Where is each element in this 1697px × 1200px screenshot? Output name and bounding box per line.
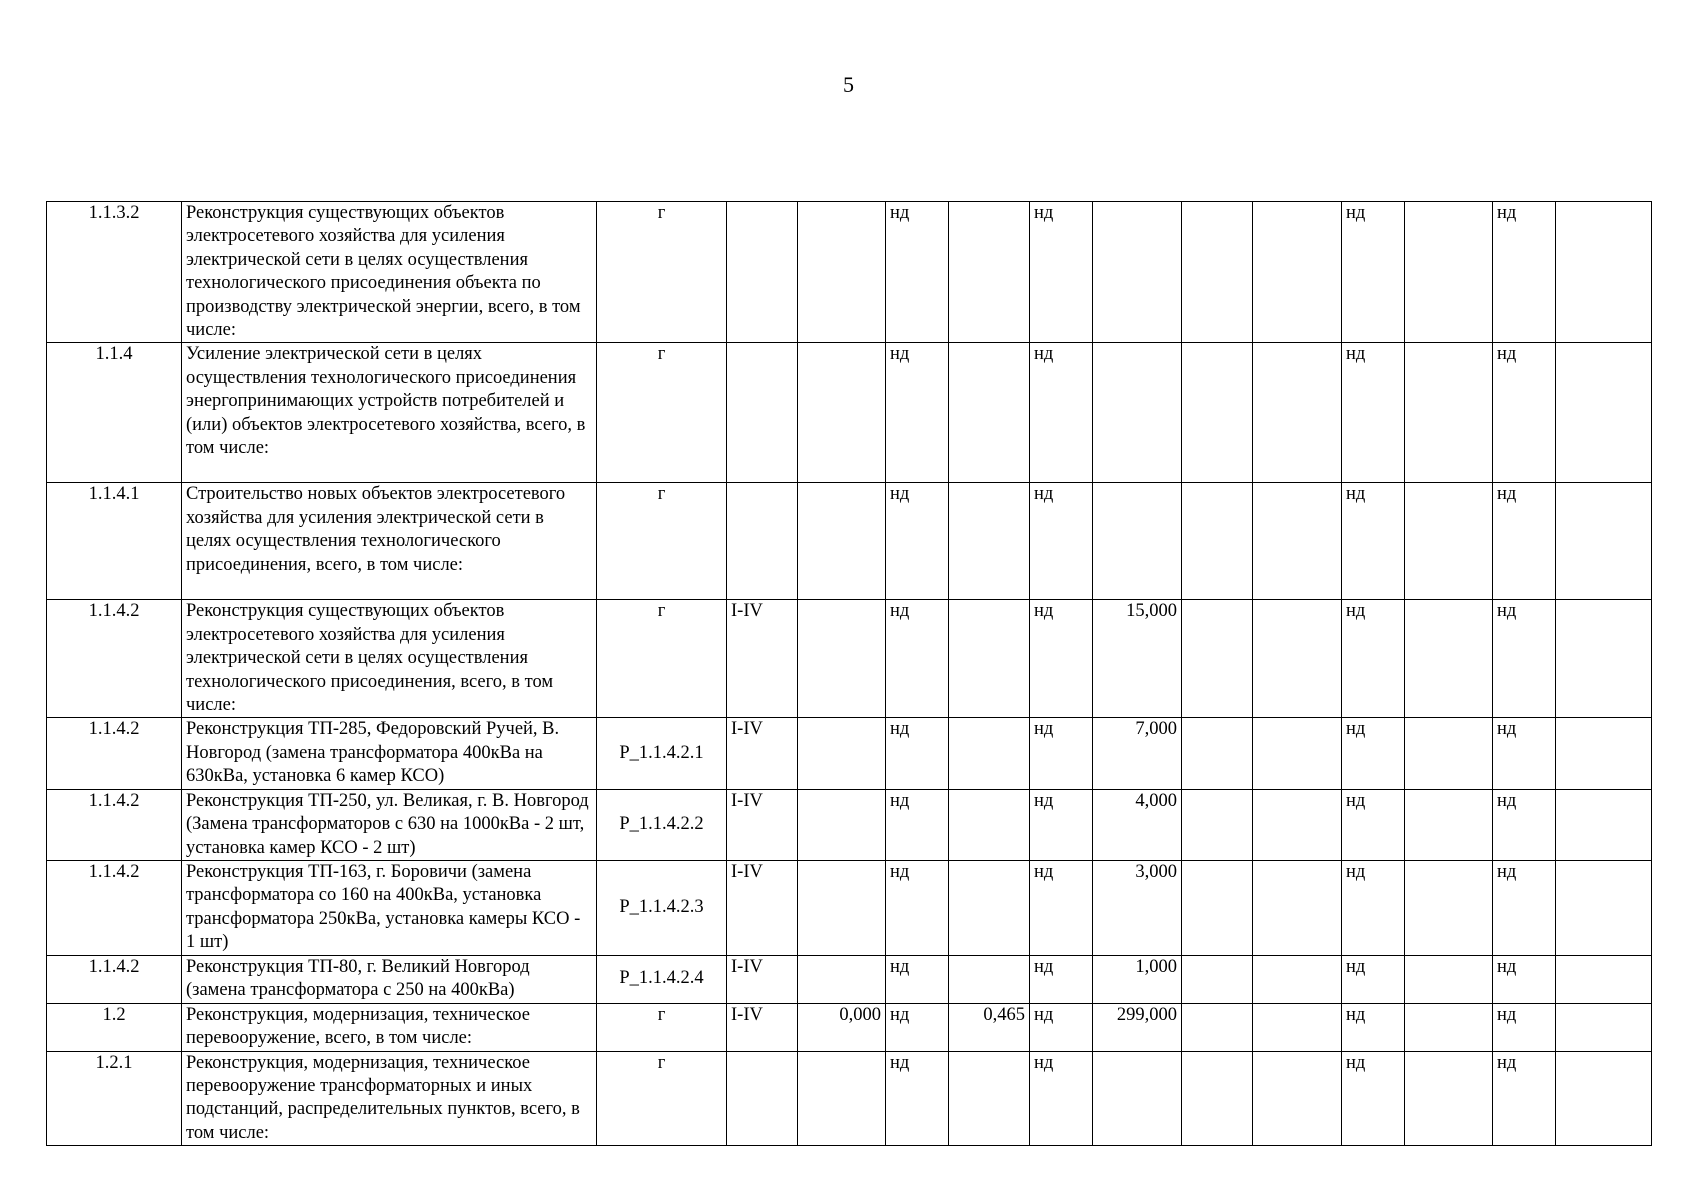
nd-cell-3: нд: [1342, 955, 1405, 1003]
empty-cell-1: [1182, 718, 1253, 789]
value-cell-3: [1093, 483, 1182, 600]
nd-cell-1: нд: [886, 1003, 949, 1051]
empty-cell-1: [1182, 789, 1253, 860]
value-cell-2: [949, 1051, 1030, 1146]
nd-cell-2: нд: [1030, 600, 1093, 718]
empty-cell-4: [1556, 343, 1652, 483]
nd-cell-2: нд: [1030, 202, 1093, 343]
project-id: г: [597, 1003, 727, 1051]
project-id: г: [597, 483, 727, 600]
project-id: P_1.1.4.2.3: [597, 860, 727, 955]
nd-cell-3: нд: [1342, 1003, 1405, 1051]
empty-cell-2: [1253, 343, 1342, 483]
period-cell: [727, 1051, 798, 1146]
empty-cell-1: [1182, 860, 1253, 955]
table-row: [47, 343, 1652, 483]
nd-cell-1: нд: [886, 202, 949, 343]
period-cell: I-IV: [727, 718, 798, 789]
value-cell-3: 1,000: [1093, 955, 1182, 1003]
project-name: Реконструкция существующих объектов электросетевого хозяйства для усиления электрической сети в целях осуществления технологического присоединения, всего, в том числе:: [182, 600, 597, 718]
empty-cell-4: [1556, 600, 1652, 718]
row-number: 1.1.4.2: [47, 600, 182, 718]
investment-program-table: [46, 201, 1652, 1146]
project-id: г: [597, 343, 727, 483]
project-name: Реконструкция ТП-250, ул. Великая, г. В. Новгород (Замена трансформаторов с 630 на 1000кВа - 2 шт, установка камер КСО - 2 шт): [182, 789, 597, 860]
row-number: 1.2.1: [47, 1051, 182, 1146]
row-number: 1.1.4.2: [47, 718, 182, 789]
nd-cell-2: нд: [1030, 343, 1093, 483]
period-cell: I-IV: [727, 1003, 798, 1051]
period-cell: [727, 483, 798, 600]
empty-cell-4: [1556, 1003, 1652, 1051]
empty-cell-1: [1182, 1051, 1253, 1146]
value-cell-3: 299,000: [1093, 1003, 1182, 1051]
nd-cell-1: нд: [886, 343, 949, 483]
nd-cell-4: нд: [1493, 789, 1556, 860]
nd-cell-3: нд: [1342, 789, 1405, 860]
table-row: [47, 718, 1652, 789]
value-cell-3: 7,000: [1093, 718, 1182, 789]
value-cell-1: 0,000: [798, 1003, 886, 1051]
table-row: [47, 955, 1652, 1003]
value-cell-2: [949, 202, 1030, 343]
nd-cell-4: нд: [1493, 955, 1556, 1003]
project-name: Строительство новых объектов электросетевого хозяйства для усиления электрической сети в целях осуществления технологического присоединения, всего, в том числе:: [182, 483, 597, 600]
nd-cell-3: нд: [1342, 860, 1405, 955]
empty-cell-3: [1405, 600, 1493, 718]
value-cell-1: [798, 343, 886, 483]
empty-cell-1: [1182, 600, 1253, 718]
row-number: 1.1.4.2: [47, 955, 182, 1003]
nd-cell-4: нд: [1493, 860, 1556, 955]
value-cell-3: [1093, 202, 1182, 343]
period-cell: [727, 343, 798, 483]
value-cell-2: [949, 483, 1030, 600]
nd-cell-3: нд: [1342, 202, 1405, 343]
nd-cell-3: нд: [1342, 600, 1405, 718]
empty-cell-1: [1182, 955, 1253, 1003]
empty-cell-2: [1253, 955, 1342, 1003]
nd-cell-2: нд: [1030, 1051, 1093, 1146]
empty-cell-2: [1253, 483, 1342, 600]
value-cell-1: [798, 202, 886, 343]
empty-cell-1: [1182, 483, 1253, 600]
project-name: Реконструкция ТП-80, г. Великий Новгород (замена трансформатора с 250 на 400кВа): [182, 955, 597, 1003]
row-number: 1.1.4.2: [47, 789, 182, 860]
value-cell-1: [798, 718, 886, 789]
empty-cell-4: [1556, 202, 1652, 343]
nd-cell-4: нд: [1493, 600, 1556, 718]
empty-cell-4: [1556, 483, 1652, 600]
empty-cell-3: [1405, 1003, 1493, 1051]
nd-cell-1: нд: [886, 1051, 949, 1146]
value-cell-3: [1093, 343, 1182, 483]
project-id: г: [597, 600, 727, 718]
value-cell-1: [798, 789, 886, 860]
nd-cell-1: нд: [886, 860, 949, 955]
project-name: Реконструкция, модернизация, техническое перевооружение, всего, в том числе:: [182, 1003, 597, 1051]
period-cell: [727, 202, 798, 343]
value-cell-3: [1093, 1051, 1182, 1146]
table-row: [47, 860, 1652, 955]
row-number: 1.1.3.2: [47, 202, 182, 343]
empty-cell-4: [1556, 1051, 1652, 1146]
nd-cell-4: нд: [1493, 1051, 1556, 1146]
project-id: г: [597, 1051, 727, 1146]
empty-cell-3: [1405, 718, 1493, 789]
nd-cell-4: нд: [1493, 483, 1556, 600]
empty-cell-4: [1556, 718, 1652, 789]
empty-cell-2: [1253, 789, 1342, 860]
nd-cell-4: нд: [1493, 1003, 1556, 1051]
value-cell-1: [798, 600, 886, 718]
nd-cell-4: нд: [1493, 718, 1556, 789]
project-name: Реконструкция ТП-285, Федоровский Ручей, В. Новгород (замена трансформатора 400кВа на 630кВа, установка 6 камер КСО): [182, 718, 597, 789]
table-row: [47, 600, 1652, 718]
nd-cell-2: нд: [1030, 718, 1093, 789]
nd-cell-1: нд: [886, 955, 949, 1003]
project-id: P_1.1.4.2.2: [597, 789, 727, 860]
value-cell-1: [798, 483, 886, 600]
empty-cell-3: [1405, 483, 1493, 600]
empty-cell-2: [1253, 202, 1342, 343]
table-row: [47, 483, 1652, 600]
project-name: Усиление электрической сети в целях осуществления технологического присоединения энергопринимающих устройств потребителей и (или) объектов электросетевого хозяйства, всего, в том числе:: [182, 343, 597, 483]
project-id: P_1.1.4.2.4: [597, 955, 727, 1003]
value-cell-2: [949, 789, 1030, 860]
nd-cell-1: нд: [886, 483, 949, 600]
empty-cell-1: [1182, 1003, 1253, 1051]
value-cell-2: [949, 343, 1030, 483]
empty-cell-4: [1556, 789, 1652, 860]
value-cell-2: [949, 860, 1030, 955]
project-id: P_1.1.4.2.1: [597, 718, 727, 789]
nd-cell-1: нд: [886, 600, 949, 718]
nd-cell-3: нд: [1342, 1051, 1405, 1146]
period-cell: I-IV: [727, 955, 798, 1003]
nd-cell-2: нд: [1030, 860, 1093, 955]
empty-cell-1: [1182, 343, 1253, 483]
empty-cell-3: [1405, 1051, 1493, 1146]
project-name: Реконструкция существующих объектов электросетевого хозяйства для усиления электрической сети в целях осуществления технологического присоединения объекта по производству электрической энергии, всего, в том числе:: [182, 202, 597, 343]
value-cell-3: 4,000: [1093, 789, 1182, 860]
empty-cell-1: [1182, 202, 1253, 343]
value-cell-1: [798, 955, 886, 1003]
value-cell-1: [798, 1051, 886, 1146]
empty-cell-3: [1405, 955, 1493, 1003]
nd-cell-2: нд: [1030, 789, 1093, 860]
row-number: 1.2: [47, 1003, 182, 1051]
value-cell-3: 3,000: [1093, 860, 1182, 955]
empty-cell-3: [1405, 789, 1493, 860]
empty-cell-2: [1253, 600, 1342, 718]
empty-cell-4: [1556, 955, 1652, 1003]
period-cell: I-IV: [727, 789, 798, 860]
empty-cell-2: [1253, 860, 1342, 955]
project-name: Реконструкция, модернизация, техническое перевооружение трансформаторных и иных подстанций, распределительных пунктов, всего, в том числе:: [182, 1051, 597, 1146]
value-cell-1: [798, 860, 886, 955]
table-row: [47, 202, 1652, 343]
nd-cell-4: нд: [1493, 343, 1556, 483]
empty-cell-3: [1405, 860, 1493, 955]
nd-cell-2: нд: [1030, 955, 1093, 1003]
empty-cell-2: [1253, 718, 1342, 789]
table-row: [47, 789, 1652, 860]
nd-cell-2: нд: [1030, 483, 1093, 600]
nd-cell-1: нд: [886, 718, 949, 789]
row-number: 1.1.4.2: [47, 860, 182, 955]
table-row: [47, 1051, 1652, 1146]
page-number: 5: [843, 72, 854, 97]
nd-cell-1: нд: [886, 789, 949, 860]
value-cell-2: [949, 600, 1030, 718]
period-cell: I-IV: [727, 600, 798, 718]
value-cell-3: 15,000: [1093, 600, 1182, 718]
nd-cell-4: нд: [1493, 202, 1556, 343]
table-row: [47, 1003, 1652, 1051]
nd-cell-3: нд: [1342, 483, 1405, 600]
value-cell-2: [949, 955, 1030, 1003]
empty-cell-3: [1405, 202, 1493, 343]
empty-cell-4: [1556, 860, 1652, 955]
value-cell-2: 0,465: [949, 1003, 1030, 1051]
nd-cell-2: нд: [1030, 1003, 1093, 1051]
empty-cell-3: [1405, 343, 1493, 483]
empty-cell-2: [1253, 1051, 1342, 1146]
project-name: Реконструкция ТП-163, г. Боровичи (замена трансформатора со 160 на 400кВа, установка трансформатора 250кВа, установка камеры КСО - 1 шт): [182, 860, 597, 955]
row-number: 1.1.4.1: [47, 483, 182, 600]
value-cell-2: [949, 718, 1030, 789]
nd-cell-3: нд: [1342, 718, 1405, 789]
nd-cell-3: нд: [1342, 343, 1405, 483]
project-id: г: [597, 202, 727, 343]
period-cell: I-IV: [727, 860, 798, 955]
empty-cell-2: [1253, 1003, 1342, 1051]
row-number: 1.1.4: [47, 343, 182, 483]
